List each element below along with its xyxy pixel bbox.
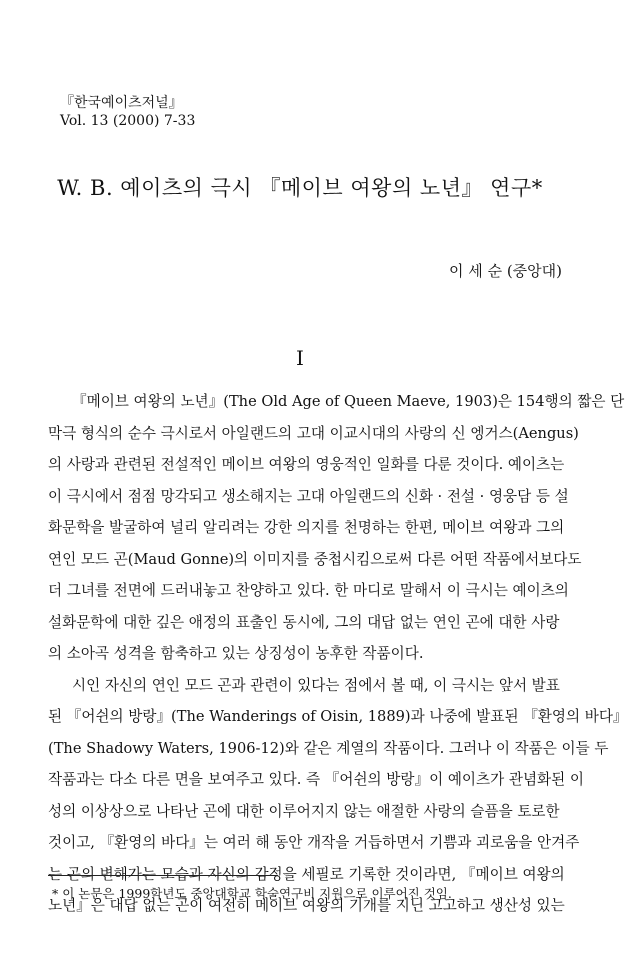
footnote: * 이 논문은 1999학년도 중앙대학교 학술연구비 지원으로 이루어진 것임. (52, 886, 452, 901)
body-line: 의 소아곡 성격을 함축하고 있는 상징성이 농후한 작품이다. (48, 645, 424, 662)
body-line: 설화문학에 대한 깊은 애정의 표출인 동시에, 그의 대답 없는 연인 곤에 대한 사랑 (48, 613, 560, 631)
footnote-divider (48, 875, 278, 876)
body-line: 연인 모드 곤(Maud Gonne)의 이미지를 중첩시킴으로써 다른 어떤 작품에서보다도 (48, 550, 582, 568)
body-line: 더 그녀를 전면에 드러내놓고 찬양하고 있다. 한 마디로 말해서 이 극시는 예이츠의 (48, 582, 569, 599)
body-line: 막극 형식의 순수 극시로서 아일랜드의 고대 이교시대의 사랑의 신 엥거스(Aengus) (48, 424, 579, 442)
section-heading: I (296, 346, 304, 370)
body-line: 시인 자신의 연인 모드 곤과 관련이 있다는 점에서 볼 때, 이 극시는 앞서 발표 (72, 676, 560, 694)
body-line: 의 사랑과 관련된 전설적인 메이브 여왕의 영웅적인 일화를 다룬 것이다. 예이츠는 (48, 456, 565, 473)
body-line: 된 『어쉰의 방랑』(The Wanderings of Oisin, 1889)과 나중에 발표된 『환영의 바다』 (48, 708, 628, 725)
body-line: 작품과는 다소 다른 면을 보여주고 있다. 즉 『어쉰의 방랑』이 예이츠가 관념화된 이 (48, 771, 584, 788)
journal-volume: Vol. 13 (2000) 7-33 (60, 113, 196, 129)
body-line: 성의 이상상으로 나타난 곤에 대한 이루어지지 않는 애절한 사랑의 슬픔을 토로한 (48, 802, 560, 820)
journal-header (60, 94, 195, 130)
body-line: 는 곤의 변해가는 모습과 자신의 감정을 세필로 기록한 것이라면, 『메이브 여왕의 (48, 865, 565, 883)
paper-title: W. B. 예이츠의 극시 『메이브 여왕의 노년』 연구* (57, 176, 543, 200)
body-line: 화문학을 발굴하여 널리 알리려는 강한 의지를 천명하는 한편, 메이브 여왕과 그의 (48, 519, 565, 536)
body-text (48, 386, 628, 922)
body-line: 것이고, 『환영의 바다』는 여러 해 동안 개작을 거듭하면서 기쁨과 괴로움을 안겨주 (48, 834, 580, 851)
body-line: (The Shadowy Waters, 1906-12)와 같은 계열의 작품이다. 그러나 이 작품은 이들 두 (48, 739, 609, 757)
journal-name: 『한국예이츠저널』 (60, 95, 183, 111)
author-affiliation: 이 세 순 (중앙대) (449, 262, 562, 280)
body-line: 이 극시에서 점점 망각되고 생소해지는 고대 아일랜드의 신화 · 전설 · 영웅담 등 설 (48, 487, 569, 505)
body-line: 『메이브 여왕의 노년』(The Old Age of Queen Maeve, 1903)은 154행의 짧은 단 (72, 393, 625, 410)
body-line: 노년』은 대답 없는 곤이 여전히 메이브 여왕의 기개를 지닌 고고하고 생산성 있는 (48, 897, 565, 914)
